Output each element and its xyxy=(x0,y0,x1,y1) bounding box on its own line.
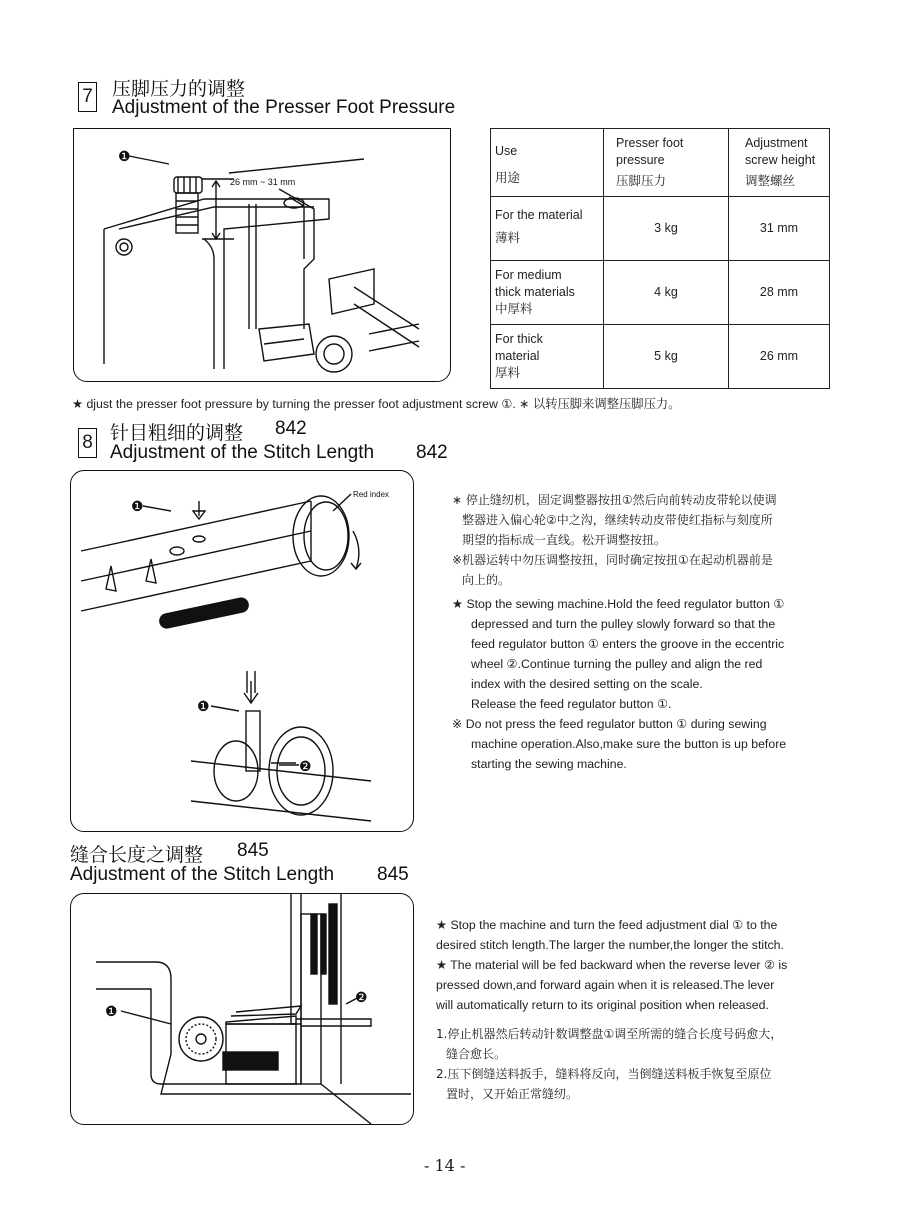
section-8-cn-text: ∗ 停止缝纫机，固定调整器按扭①然后向前转动皮带轮以使调 整器进入偏心轮②中之沟，继续转动皮带使红指标与刻度所 期望的指标成一直线。松开调整按扭。 ※机器运转中勿压调整按扭，同时确定按扭①在起动机器前是 向上的。 xyxy=(452,493,777,587)
table-row xyxy=(491,261,830,325)
header-pressure: Presser foot pressure 压脚压力 xyxy=(604,129,729,197)
section-7-title-cn: 压脚压力的调整 xyxy=(112,78,246,100)
table-header-row xyxy=(491,129,830,197)
section-8-title-en: Adjustment of the Stitch Length xyxy=(110,442,375,463)
presser-foot-figure xyxy=(73,128,451,382)
table-row xyxy=(491,197,830,261)
stitch-842-marker-1: ❶ xyxy=(131,498,144,514)
section-7-number: 7 xyxy=(78,82,97,112)
section-8-model: 842 xyxy=(275,418,307,439)
row-screw-height: 31 mm xyxy=(729,197,830,261)
stitch-845-marker-1: ❶ xyxy=(105,1003,118,1019)
row-use: For medium thick materials 中厚料 xyxy=(491,261,604,325)
stitch-regulator-illustration xyxy=(71,471,413,831)
row-screw-height: 26 mm xyxy=(729,325,830,389)
presser-foot-marker-1: ❶ xyxy=(118,148,131,164)
section-845-title-cn: 缝合长度之调整 xyxy=(70,844,204,866)
table-row xyxy=(491,325,830,389)
section-845-cn-text: 1.停止机器然后转动针数调整盘①调至所需的缝合长度号码愈大， 缝合愈长。 2.压下倒缝送料扳手，缝料将反向，当倒缝送料板手恢复至原位 置时，又开始正常缝纫。 xyxy=(436,1027,783,1101)
stitch-842-marker-2: ❷ xyxy=(299,758,312,774)
section-8-en-text: ★ Stop the sewing machine.Hold the feed regulator button ① depressed and turn the pulley slowly forward so that the feed regulator button ① enters the groove in the eccentric wheel ②.Continue turning the pulley and align the red index with the desired setting on the scale. Release the feed regulator button ①. ※ Do not press the feed regulator button ① during sewing machine operation.Also,make sure the button is up before starting the sewing machine. xyxy=(452,597,787,771)
feed-dial-illustration xyxy=(71,894,413,1124)
section-8-model-en: 842 xyxy=(416,442,448,463)
section-845-title-en: Adjustment of the Stitch Length xyxy=(70,864,335,885)
header-screw-height: Adjustment screw height 调整螺丝 xyxy=(729,129,830,197)
stitch-842-marker-1-lower: ❶ xyxy=(197,698,210,714)
page-number: - 14 - xyxy=(424,1156,466,1175)
stitch-length-845-figure xyxy=(70,893,414,1125)
presser-foot-illustration xyxy=(74,129,450,381)
header-use: Use 用途 xyxy=(491,129,604,197)
row-screw-height: 28 mm xyxy=(729,261,830,325)
row-pressure: 3 kg xyxy=(604,197,729,261)
stitch-845-marker-2: ❷ xyxy=(355,989,368,1005)
presser-foot-dimension-label: 26 mm ~ 31 mm xyxy=(230,177,296,187)
row-use: For the material 薄料 xyxy=(491,197,604,261)
section-7-title-en: Adjustment of the Presser Foot Pressure xyxy=(112,97,456,118)
section-7-note: ★ djust the presser foot pressure by turning the presser foot adjustment screw ①. ∗ 以转压脚来调整压脚压力。 xyxy=(72,397,681,411)
row-use: For thick material 厚料 xyxy=(491,325,604,389)
row-pressure: 4 kg xyxy=(604,261,729,325)
section-845-en-text: ★ Stop the machine and turn the feed adjustment dial ① to the desired stitch length.The larger the number,the longer the stitch. ★ The material will be fed backward when the reverse lever ② is pressed down,and forward again when it is released.The lever will automatically return to its original position when released. xyxy=(436,918,788,1012)
row-pressure: 5 kg xyxy=(604,325,729,389)
section-8-title-cn: 针目粗细的调整 xyxy=(110,422,244,444)
section-845-model-en: 845 xyxy=(377,864,409,885)
section-8-number: 8 xyxy=(78,428,97,458)
stitch-length-842-figure xyxy=(70,470,414,832)
section-845-model: 845 xyxy=(237,840,269,861)
presser-foot-pressure-table xyxy=(490,128,830,389)
red-index-label: Red index xyxy=(353,490,390,499)
